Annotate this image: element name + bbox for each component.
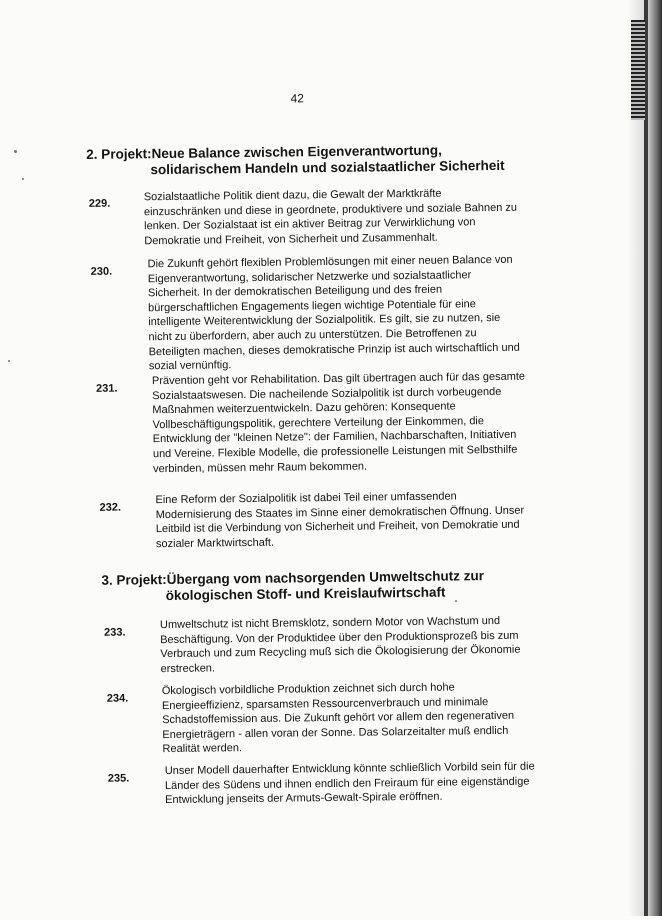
scan-speck	[14, 150, 17, 153]
paragraph-number: 231.	[96, 382, 118, 395]
paragraph-text: Unser Modell dauerhafter Entwicklung könnte schließlich Vorbild sein für die Länder des Südens und ihnen endlich den Freiraum für eine eigenständige Entwicklung jenseits der Armuts-Gewalt-Spirale eröffnen.	[164, 760, 535, 807]
paragraph-text: Eine Reform der Sozialpolitik ist dabei Teil einer umfassenden Modernisierung des Staates im Sinne einer demokratischen Öffnung. Unser Leitbild ist die Verbindung von Sicherheit und Freiheit, von Demokratie und sozialer Marktwirtschaft.	[155, 490, 525, 550]
paragraph-number: 235.	[107, 772, 130, 785]
section-heading-line: ökologischen Stoff- und Kreislaufwirtschaft	[165, 584, 446, 604]
paragraph-number: 232.	[99, 501, 122, 514]
scan-binding-line	[644, 0, 648, 916]
section-heading-line: 2. Projekt:Neue Balance zwischen Eigenverantwortung,	[86, 142, 442, 162]
paragraph-text: Umweltschutz ist nicht Bremsklotz, sondern Motor von Wachstum und Beschäftigung. Von der Produktidee über den Produktionsprozeß bis zum Verbrauch und zum Recycling muß sich die Ökologisierung der Ökonomie erstrecken.	[159, 614, 521, 675]
scan-edge-marking	[631, 20, 645, 120]
scan-speck	[8, 360, 10, 362]
paragraph-number: 230.	[90, 265, 113, 278]
paragraph-text: Ökologisch vorbildliche Produktion zeichnet sich durch hohe Energieeffizienz, sparsamsten Ressourcenverbrauch und minimale Schadstoffemission aus. Die Zukunft gehört vor allem den regenerativen Energieträgern - allen voran der Sonne. Das Solarzeitalter muß endlich Realität werden.	[161, 681, 515, 756]
paragraph-number: 229.	[88, 197, 111, 210]
scan-speck	[455, 600, 457, 602]
paragraph-text: Die Zukunft gehört flexiblen Problemlösungen mit einer neuen Balance von Eigenverantwortung, solidarischer Netzwerke und sozialstaatlicher Sicherheit. In der demokratischen Beteiligung und des freien bürgerschaftlichen Engagements liegen wichtige Potentiale für eine intelligente Weiterentwicklung der Sozialpolitik. Es gilt, sie zu nutzen, sie nicht zu überfordern, aber auch zu unterstützen. Die Betroffenen zu Beteiligten machen, dieses demokratische Prinzip ist auch wirtschaftlich und sozial vernünftig.	[147, 253, 520, 373]
paragraph-number: 233.	[104, 626, 126, 639]
section-heading-2	[86, 142, 504, 179]
section-heading-3	[101, 568, 484, 605]
paragraph-text: Sozialstaatliche Politik dient dazu, die Gewalt der Marktkräfte einzuschränken und diese in geordnete, produktivere und soziale Bahnen zu lenken. Der Sozialstaat ist ein aktiver Beitrag zur Verwirklichung von Demokratie und Freiheit, von Sicherheit und Zusammenhalt.	[143, 187, 518, 248]
section-heading-line: solidarischem Handeln und sozialstaatlicher Sicherheit	[150, 157, 505, 178]
scan-speck	[22, 178, 24, 180]
paragraph-number: 234.	[106, 692, 129, 705]
section-heading-line: 3. Projekt:Übergang vom nachsorgenden Umweltschutz zur	[101, 568, 485, 588]
paragraph-text: Prävention geht vor Rehabilitation. Das gilt übertragen auch für das gesamte Sozialstaatswesen. Die nacheilende Sozialpolitik ist durch vorbeugende Maßnahmen weiterzuentwickeln. Dazu gehören: Konsequente Vollbeschäftigungspolitik, gerechtere Verteilung der Einkommen, die Entwicklung der "kleinen Netze": der Familien, Nachbarschaften, Initiativen und Vereine. Flexible Modelle, die professionelle Leistungen mit Selbsthilfe verbinden, müssen mehr Raum bekommen.	[151, 370, 526, 475]
page-number: 42	[290, 91, 305, 106]
